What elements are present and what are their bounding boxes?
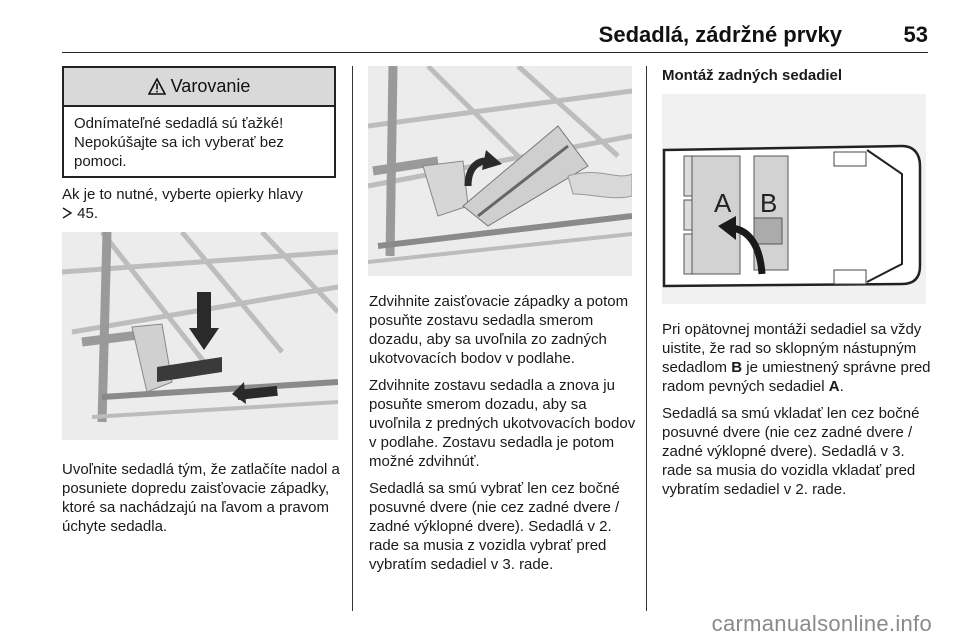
seat-row-a-label: A xyxy=(714,188,732,218)
seat-layout-diagram xyxy=(662,94,926,304)
col2-text xyxy=(369,292,639,582)
warning-header xyxy=(64,68,334,107)
watermark: carmanualsonline.info xyxy=(711,611,932,636)
warning-triangle-icon xyxy=(148,78,166,95)
column-divider-2 xyxy=(646,66,647,611)
col2-paragraph-1: Zdvihnite zaisťovacie západky a potom posuňte zostavu sedadla smerom dozadu, aby sa uvoľnila zo zadných ukotvovacích bodov v podlahe. xyxy=(369,293,629,367)
col2-paragraph-2: Zdvihnite zostavu sedadla a znova ju posuňte smerom dozadu, aby sa uvoľnila z predných ukotvovacích bodov v podlahe. Zostavu sedadla je potom možné zdvihnúť. xyxy=(369,377,636,470)
warning-box xyxy=(62,66,336,178)
page-number: 53 xyxy=(903,22,928,47)
col3-paragraph-1: Pri opätovnej montáži sedadiel sa vždy uistite, že rad so sklopným nástupným sedadlom B je umiestnený správne pred radom pevných sedadiel A. xyxy=(662,321,931,395)
col3-paragraph-2: Sedadlá sa smú vkladať len cez bočné posuvné dvere (nie cez zadné dvere / zadné výklopné dvere). Sedadlá v 3. rade sa musia do vozidla vkladať pred vybratím sedadiel v 2. rade. xyxy=(662,405,920,498)
section-heading: Montáž zadných sedadiel xyxy=(662,67,843,84)
col3-text xyxy=(662,320,934,507)
warning-text: Odnímateľné sedadlá sú ťažké! Nepokúšajte sa ich vyberať bez pomoci. xyxy=(74,115,284,170)
seat-row-b-label: B xyxy=(760,188,778,218)
seat-b-ref: B xyxy=(731,359,743,376)
col2-paragraph-3: Sedadlá sa smú vybrať len cez bočné posuvné dvere (nie cez zadné dvere / zadné výklopné dvere). Sedadlá v 2. rade sa musia z vozidla vybrať pred vybratím sedadiel v 3. rade. xyxy=(369,480,620,573)
seat-latch-illustration xyxy=(62,232,338,440)
section-title: Sedadlá, zádržné prvky xyxy=(598,22,842,47)
seat-removal-illustration xyxy=(368,66,632,276)
header-divider xyxy=(62,52,928,53)
column-divider-1 xyxy=(352,66,353,611)
page-reference[interactable]: 45. xyxy=(77,205,99,222)
seat-a-ref: A xyxy=(828,378,840,395)
col1-paragraph-1 xyxy=(62,185,342,223)
col1-paragraph-2: Uvoľnite sedadlá tým, že zatlačíte nadol a posuniete dopredu zaisťovacie západky, ktoré sa nachádzajú na ľavom a pravom úchyte sedadla. xyxy=(62,461,340,535)
headrest-instruction: Ak je to nutné, vyberte opierky hlavy xyxy=(62,186,303,203)
arrow-ref-icon xyxy=(62,205,77,222)
warning-title: Varovanie xyxy=(170,76,251,96)
